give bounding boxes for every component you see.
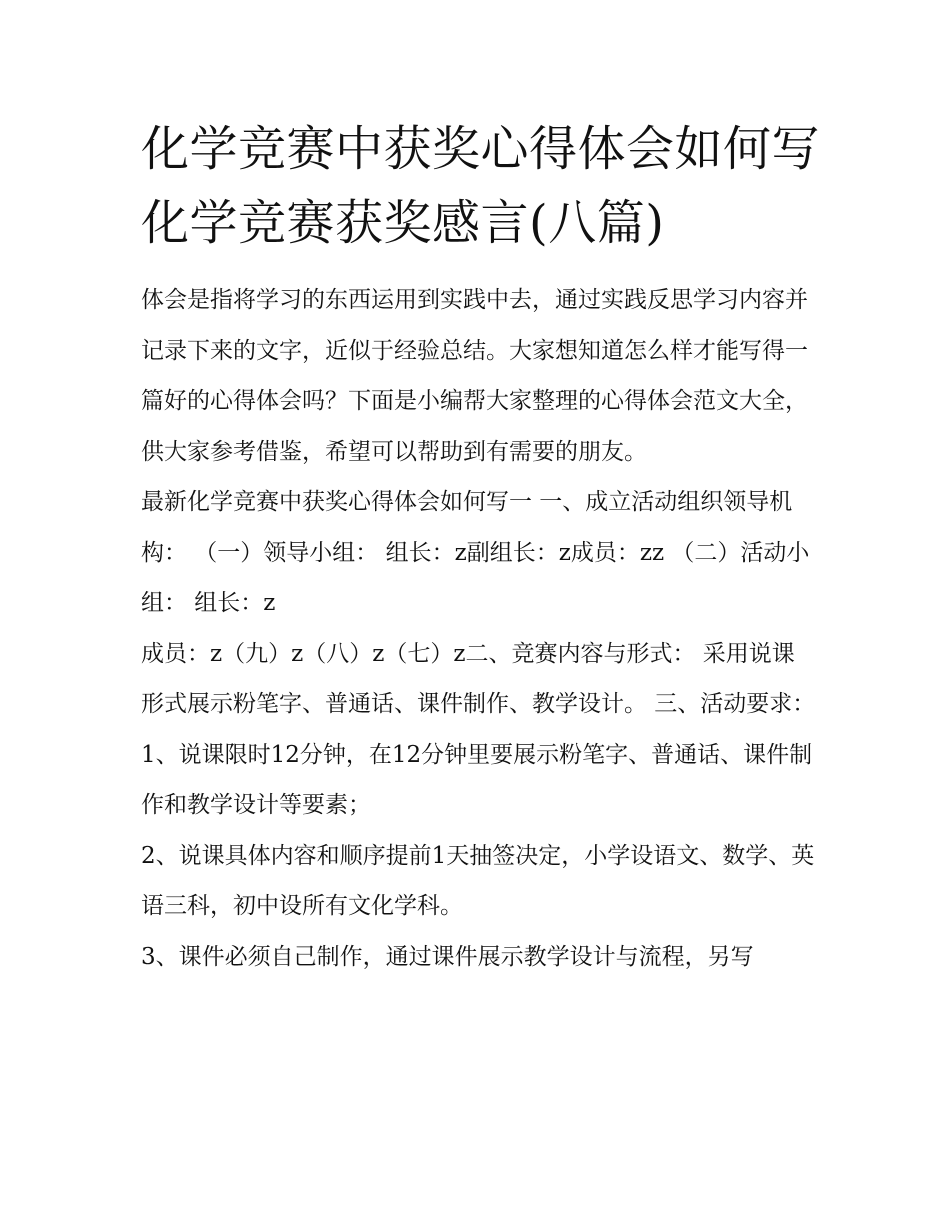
intro-paragraph: 体会是指将学习的东西运用到实践中去，通过实践反思学习内容并记录下来的文字，近似于经验总结。大家想知道怎么样才能写得一篇好的心得体会吗？下面是小编帮大家整理的心得体会范文大全，供大家参考借鉴，希望可以帮助到有需要的朋友。: [141, 287, 808, 465]
document-title: 化学竞赛中获奖心得体会如何写 化学竞赛获奖感言(八篇): [141, 121, 821, 251]
requirement-item-3: 3、课件必须自己制作，通过课件展示教学设计与流程，另写: [141, 943, 754, 970]
document-body: [141, 275, 816, 982]
members-paragraph: 成员：z（九）z（八）z（七）z二、竞赛内容与形式： 采用说课形式展示粉笔字、普通话、课件制作、教学设计。 三、活动要求：: [141, 640, 816, 717]
requirement-item-2: 2、说课具体内容和顺序提前1天抽签决定，小学设语文、数学、英语三科，初中设所有文化学科。: [141, 842, 815, 919]
requirement-item-1: 1、说课限时12分钟，在12分钟里要展示粉笔字、普通话、课件制作和教学设计等要素；: [141, 741, 813, 818]
section-one-paragraph: 最新化学竞赛中获奖心得体会如何写一 一、成立活动组织领导机构： （一）领导小组： 组长：z副组长：z成员：zz （二）活动小组： 组长：z: [141, 489, 810, 616]
